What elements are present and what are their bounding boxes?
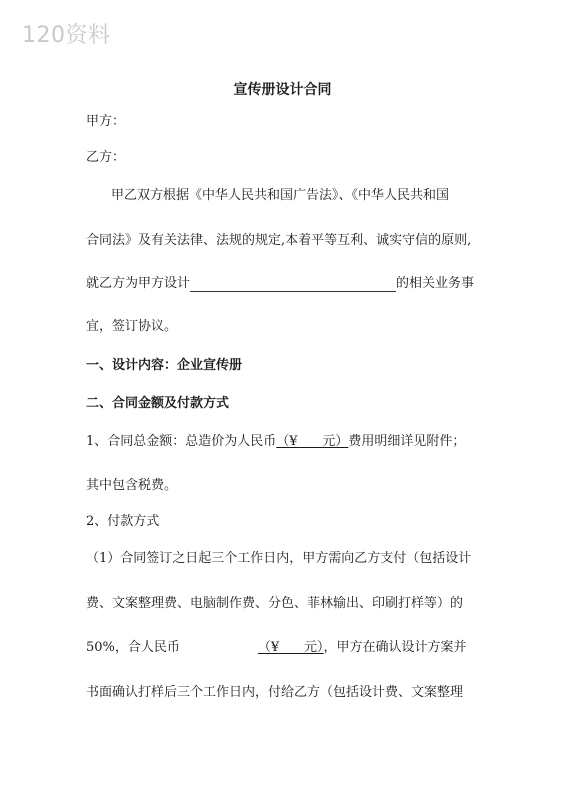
payment-p1-line-3-suffix: ，甲方在确认设计方案并 [323,640,467,655]
amount-suffix: 费用明细详见附件； [348,434,466,449]
party-b-label: 乙方： [86,150,126,165]
document-title: 宣传册设计合同 [233,82,332,98]
payment-p1-line-3 [86,640,467,656]
intro-line-3-prefix: 就乙方为甲方设计 [86,276,191,291]
payment-p1-line-3-prefix: 50%，合人民币 [86,640,180,655]
intro-line-1: 甲乙双方根据《中华人民共和国广告法》、《中华人民共和国 [111,188,450,203]
intro-line-3 [86,276,474,292]
intro-line-4: 宜，签订协议。 [86,319,178,334]
payment-p1-line-1: （1）合同签订之日起三个工作日内，甲方需向乙方支付（包括设计 [86,551,472,566]
amount-value-paren: （¥ 元） [276,434,349,449]
amount-line-1 [86,434,465,450]
payment-p1-line-4: 书面确认打样后三个工作日内，付给乙方（包括设计费、文案整理 [86,685,464,700]
party-a-label: 甲方： [86,114,126,129]
payment-amount-paren: （¥ 元） [257,640,324,655]
payment-p1-line-2: 费、文案整理费、电脑制作费、分色、菲林输出、印刷打样等）的 [86,596,464,611]
intro-line-2: 合同法》及有关法律、法规的规定,本着平等互利、诚实守信的原则, [86,233,472,248]
intro-line-3-suffix: 的相关业务事 [396,276,475,291]
section-2-heading: 二、合同金额及付款方式 [86,396,230,411]
amount-prefix: 1、合同总金额：总造价为人民币 [86,434,277,449]
amount-line-2: 其中包含税费。 [86,478,178,493]
section-1-heading: 一、设计内容：企业宣传册 [86,358,243,373]
payment-heading: 2、付款方式 [86,514,160,529]
watermark: 120资料 [22,23,111,48]
design-subject-blank [190,277,396,292]
